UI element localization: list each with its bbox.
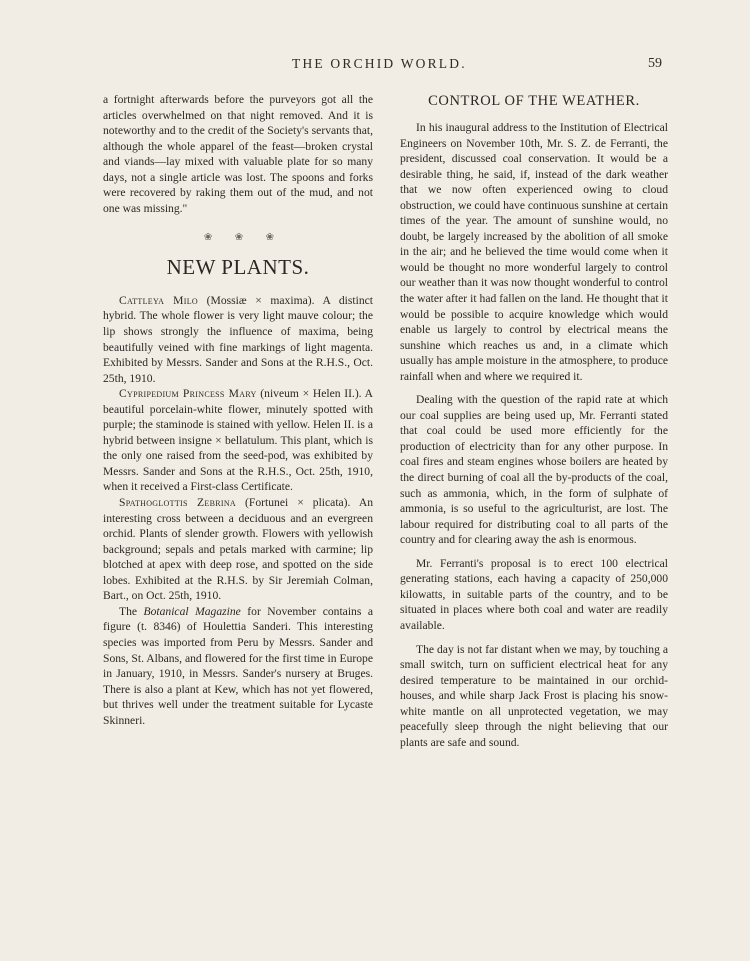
- article-paragraph-2: Dealing with the question of the rapid rate at which our coal supplies are being used up, Mr. Ferranti stated that coal could be used more efficiently for the production of electricity than for any other purpose. In coal fires and steam engines whose boilers are heated by the direct burning of coal all the by-products of the coal, such as ammonia, which, in the form of sulphate of ammonia, is so useful to the agriculturist, are lost. The labour required for distributing coal to all parts of the country and for clearing away the ash is enormous.: [400, 393, 668, 547]
- botanical-magazine-title: Botanical Magazine: [143, 604, 241, 618]
- left-column: [103, 92, 373, 728]
- botanical-lead: The: [119, 604, 144, 618]
- plant-description: (Fortunei × plicata). An interesting cross between a deciduous and an evergreen orchid. Plants of slender growth. Flowers with yellowish background; sepals and petals marked with carmine; lip blotched at apex with deep rose, and spotted on the side lobes. Exhibited at the R.H.S. by Sir Jeremiah Colman, Bart., on Oct. 25th, 1910.: [103, 496, 373, 603]
- plant-entry-cattleya-milo: [103, 293, 373, 386]
- article-heading-control-of-weather: CONTROL OF THE WEATHER.: [428, 93, 640, 109]
- plant-description: (Mossiæ × maxima). A distinct hybrid. The whole flower is very light mauve colour; the lip shows strongly the influence of maxima, being beautifully veined with fine markings of light magenta. Exhibited by Messrs. Sander and Sons at the R.H.S., Oct. 25th, 1910.: [103, 293, 373, 385]
- plant-entry-cypripedium-princess-mary: [103, 386, 373, 495]
- section-heading-new-plants: NEW PLANTS.: [166, 254, 310, 279]
- continuation-paragraph: a fortnight afterwards before the purveyors got all the articles overwhelmed on that night removed. And it is noteworthy and to the credit of the Society's servants that, although the whole apparel of the feast—broken crystal and viands—lay mixed with valuable plate for so many days, not a single article was lost. The spoons and forks were recovered by raking them out of the mud, and not one was missing.": [103, 93, 373, 215]
- article-paragraph-4: The day is not far distant when we may, by touching a small switch, turn on sufficient electrical heat for any desired temperature to be maintained in our orchid-houses, and while sharp Jack Frost is placing his snow-white mantle on all unprotected vegetation, we may peacefully sleep through the night believing that our plants are safe and sound.: [400, 642, 668, 749]
- ornament-divider: ❀ ❀ ❀: [203, 232, 285, 244]
- botanical-text: for November contains a figure (t. 8346) of Houlettia Sanderi. This interesting species was imported from Peru by Messrs. Sander and Sons, St. Albans, and flowered for the first time in Europe in January, 1910, in Messrs. Sander's nursery at Bruges. There is also a plant at Kew, which has not yet flowered, but thrives well under the treatment suitable for Lycaste Skinneri.: [103, 604, 373, 727]
- page-number: 59: [648, 56, 662, 71]
- right-column: [400, 92, 668, 750]
- botanical-magazine-paragraph: [103, 604, 373, 728]
- plant-name: Cattleya Milo: [119, 293, 199, 307]
- plant-entry-spathoglottis-zebrina: [103, 495, 373, 604]
- page-header: [0, 56, 750, 80]
- plant-name: Cypripedium Princess Mary: [119, 387, 257, 401]
- plant-name: Spathoglottis Zebrina: [119, 496, 237, 510]
- article-paragraph-3: Mr. Ferranti's proposal is to erect 100 electrical generating stations, each having a capacity of 250,000 kilowatts, in suitable parts of the country, and to be situated in places where both coal and water are readily available.: [400, 556, 668, 632]
- plant-description: (niveum × Helen II.). A beautiful porcelain-white flower, minutely spotted with purple; the staminode is stained with yellow. Helen II. is a hybrid between insigne × bellatulum. This plant, which is the only one raised from the seed-pod, was exhibited by Messrs. Sander and Sons at the R.H.S., Oct. 25th, 1910, when it received a First-class Certificate.: [103, 387, 373, 494]
- running-title: THE ORCHID WORLD.: [292, 56, 467, 71]
- article-paragraph-1: In his inaugural address to the Institution of Electrical Engineers on November 10th, Mr. S. Z. de Ferranti, the president, discussed coal conservation. It would be a desirable thing, he said, if, instead of the dark weather that we now often experienced owing to cloud obstruction, we could have continuous sunshine at certain times of the year. The amount of sunshine would, no doubt, be largely increased by the abolition of all smoke in the air; and he believed the time would come when it would be thought no more wonderful largely to control our weather than it was now thought wonderful to control the water after it had fallen on the land. He thought that it would be possible to acquire knowledge which would enable us largely to control by electrical means the sunshine which reaches us and, in a climate which usually has ample moisture in the atmosphere, to produce rainfall when and where we required it.: [400, 121, 668, 383]
